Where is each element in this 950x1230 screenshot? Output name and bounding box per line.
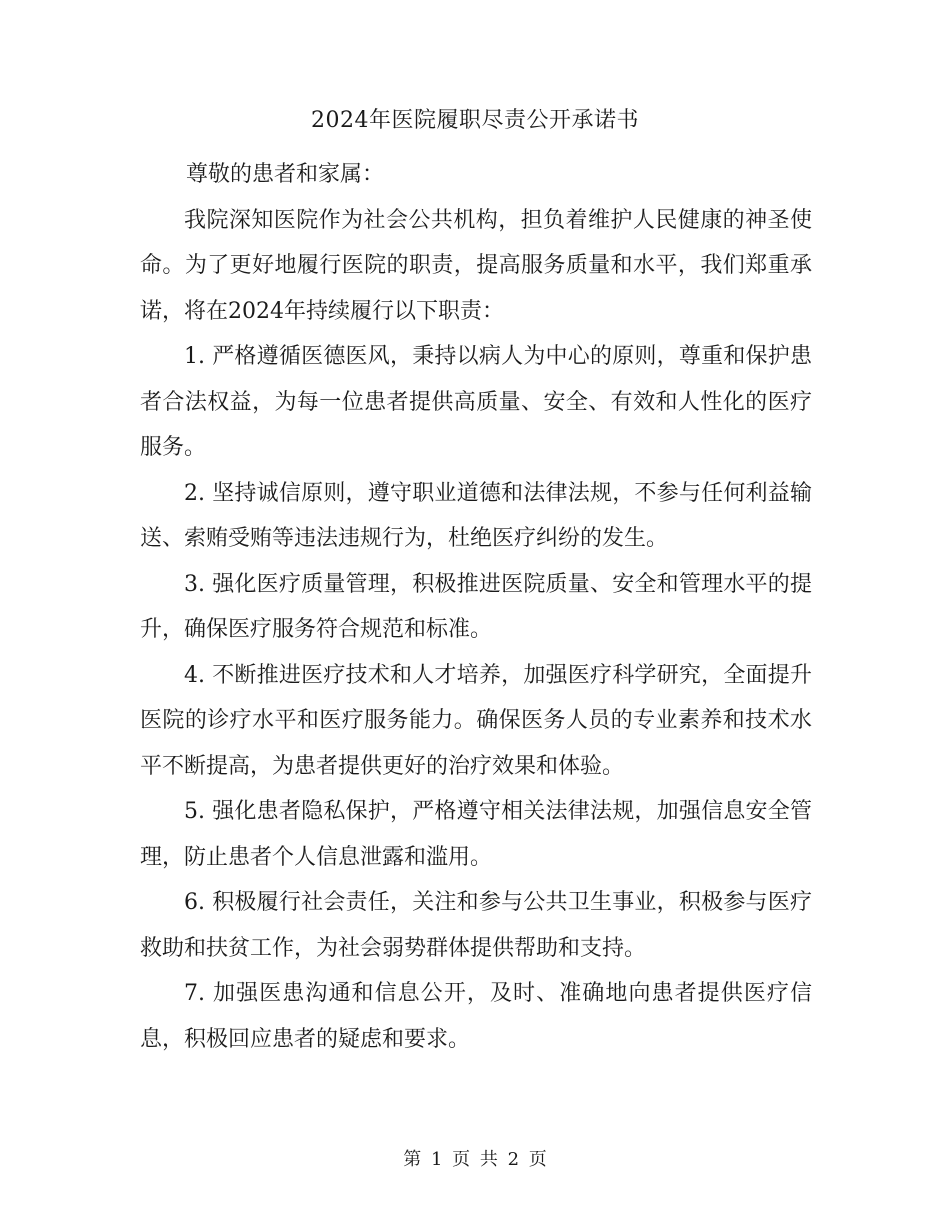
document-title: 2024年医院履职尽责公开承诺书 (311, 108, 639, 133)
page-footer: 第 1 页 共 2 页 (403, 1149, 547, 1170)
commitment-item-7: 7. 加强医患沟通和信息公开，及时、准确地向患者提供医疗信息，积极回应患者的疑虑和要求。 (140, 981, 812, 1052)
commitment-item-2: 2. 坚持诚信原则，遵守职业道德和法律法规，不参与任何利益输送、索贿受贿等违法违规行为，杜绝医疗纠纷的发生。 (140, 480, 812, 551)
commitment-item-5: 5. 强化患者隐私保护，严格遵守相关法律法规，加强信息安全管理，防止患者个人信息泄露和滥用。 (140, 799, 812, 870)
document-body (140, 198, 812, 1063)
commitment-item-6: 6. 积极履行社会责任，关注和参与公共卫生事业，积极参与医疗救助和扶贫工作，为社会弱势群体提供帮助和支持。 (140, 890, 812, 961)
salutation: 尊敬的患者和家属： (186, 162, 385, 187)
commitment-item-1: 1. 严格遵循医德医风，秉持以病人为中心的原则，尊重和保护患者合法权益，为每一位患者提供高质量、安全、有效和人性化的医疗服务。 (140, 344, 812, 460)
intro-paragraph: 我院深知医院作为社会公共机构，担负着维护人民健康的神圣使命。为了更好地履行医院的职责，提高服务质量和水平，我们郑重承诺，将在2024年持续履行以下职责： (140, 207, 812, 324)
commitment-item-3: 3. 强化医疗质量管理，积极推进医院质量、安全和管理水平的提升，确保医疗服务符合规范和标准。 (140, 571, 812, 642)
commitment-item-4: 4. 不断推进医疗技术和人才培养，加强医疗科学研究，全面提升医院的诊疗水平和医疗服务能力。确保医务人员的专业素养和技术水平不断提高，为患者提供更好的治疗效果和体验。 (140, 662, 812, 779)
